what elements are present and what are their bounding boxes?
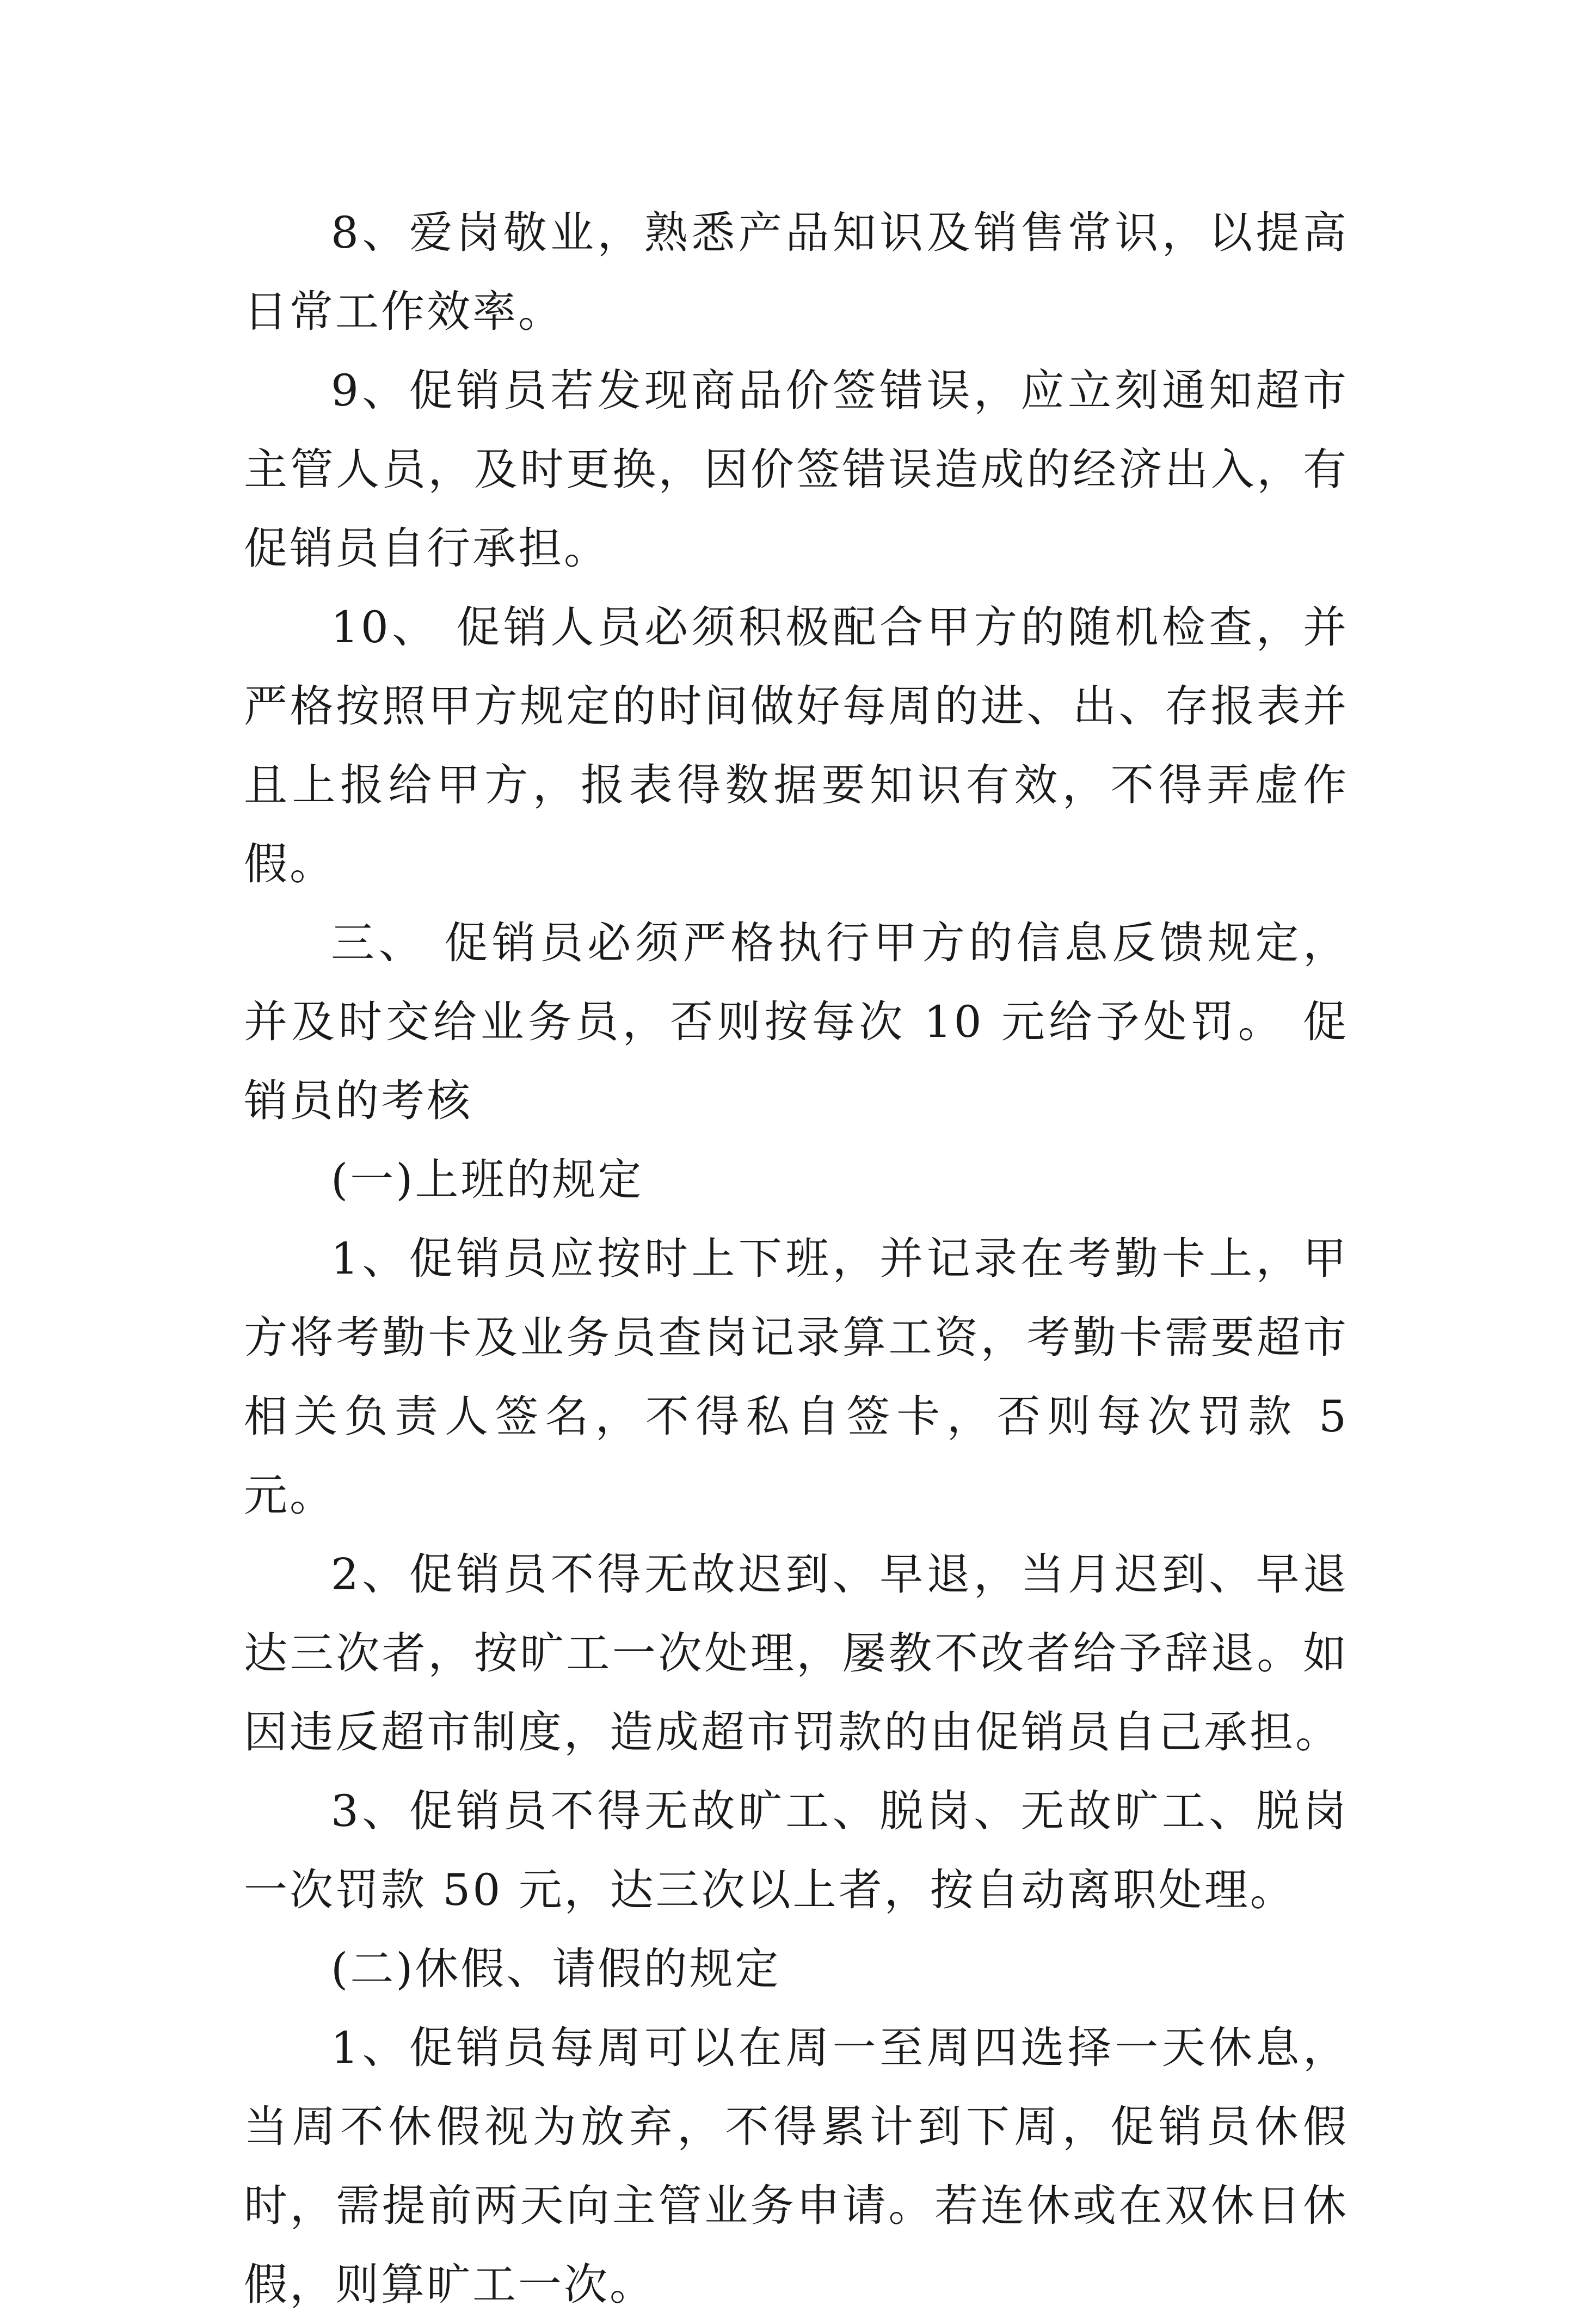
attendance-rule-2: 2、促销员不得无故迟到、早退，当月迟到、早退达三次者，按旷工一次处理，屡教不改者给予辞退。如因违反超市制度，造成超市罚款的由促销员自己承担。 xyxy=(244,1549,1349,1757)
attendance-rule-3: 3、促销员不得无故旷工、脱岗、无故旷工、脱岗一次罚款 50 元，达三次以上者，按自动离职处理。 xyxy=(244,1786,1349,1915)
paragraph-item-10: 10、 促销人员必须积极配合甲方的随机检查，并严格按照甲方规定的时间做好每周的进、出、存报表并且上报给甲方，报表得数据要知识有效，不得弄虚作假。 xyxy=(244,602,1349,889)
subheading-attendance-rules: (一)上班的规定 xyxy=(331,1154,644,1205)
subheading-leave-rules: (二)休假、请假的规定 xyxy=(331,1944,781,1994)
leave-rule-1: 1、促销员每周可以在周一至周四选择一天休息，当周不休假视为放弃，不得累计到下周，促销员休假时，需提前两天向主管业务申请。若连休或在双休日休假，则算旷工一次。 xyxy=(244,2022,1349,2310)
paragraph-item-9: 9、促销员若发现商品价签错误，应立刻通知超市主管人员，及时更换，因价签错误造成的经济出入，有促销员自行承担。 xyxy=(244,365,1349,574)
attendance-rule-1: 1、促销员应按时上下班，并记录在考勤卡上，甲方将考勤卡及业务员查岗记录算工资，考勤卡需要超市相关负责人签名，不得私自签卡，否则每次罚款 5 元。 xyxy=(244,1233,1349,1521)
section-three-paragraph: 三、 促销员必须严格执行甲方的信息反馈规定，并及时交给业务员，否则按每次 10 元给予处罚。 促销员的考核 xyxy=(244,918,1349,1126)
paragraph-item-8: 8、爱岗敬业，熟悉产品知识及销售常识，以提高日常工作效率。 xyxy=(244,207,1349,337)
document-body xyxy=(244,193,1349,2324)
